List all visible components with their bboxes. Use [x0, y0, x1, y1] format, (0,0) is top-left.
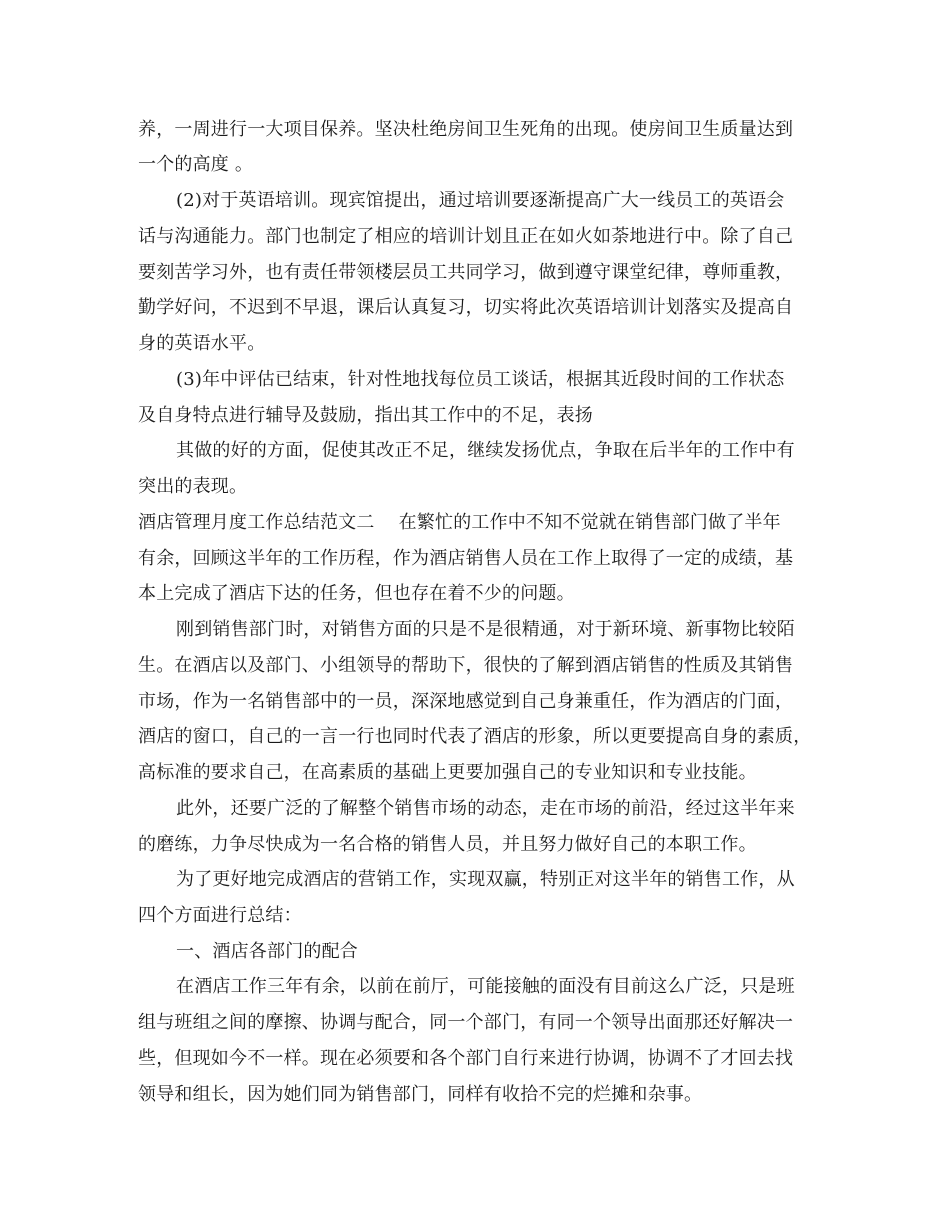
text-line: 养，一周进行一大项目保养。坚决杜绝房间卫生死角的出现。使房间卫生质量达到: [138, 119, 794, 140]
text-line: 酒店的窗口，自己的一言一行也同时代表了酒店的形象，所以更要提高自身的素质，: [138, 726, 812, 747]
section-title-line: [138, 511, 818, 535]
text-line: 要刻苦学习外，也有责任带领楼层员工共同学习，做到遵守课堂纪律，尊师重教，: [138, 262, 794, 283]
text-line: 四个方面进行总结：: [138, 905, 302, 926]
text-line: 有余，回顾这半年的工作历程，作为酒店销售人员在工作上取得了一定的成绩，基: [138, 548, 794, 569]
text-line: 其做的好的方面，促使其改正不足，继续发扬优点，争取在后半年的工作中有: [176, 440, 795, 461]
text-line: 突出的表现。: [138, 476, 248, 497]
text-line: 些，但现如今不一样。现在必须要和各个部门自行来进行协调，协调不了才回去找: [138, 1048, 794, 1069]
text-line: 市场，作为一名销售部中的一员，深深地感觉到自己身兼重任，作为酒店的门面，: [138, 691, 794, 712]
subheading: 一、酒店各部门的配合: [176, 941, 358, 962]
text-line: 高标准的要求自己，在高素质的基础上更要加强自己的专业知识和专业技能。: [138, 762, 757, 783]
text-line: 一个的高度 。: [138, 154, 254, 175]
text-line: 及自身特点进行辅导及鼓励，指出其工作中的不足，表扬: [138, 405, 593, 426]
text-line: 话与沟通能力。部门也制定了相应的培训计划且正在如火如荼地进行中。除了自己: [138, 226, 794, 247]
text-line: 勤学好问，不迟到不早退，课后认真复习，切实将此次英语培训计划落实及提高自: [138, 297, 794, 318]
text-line: 为了更好地完成酒店的营销工作，实现双赢，特别正对这半年的销售工作，从: [176, 869, 795, 890]
text-line: 刚到销售部门时，对销售方面的只是不是很精通，对于新环境、新事物比较陌: [176, 619, 795, 640]
text-line: 领导和组长，因为她们同为销售部门，同样有收拾不完的烂摊和杂事。: [138, 1084, 703, 1105]
text-line: (2)对于英语培训。现宾馆提出，通过培训要逐渐提高广大一线员工的英语会: [176, 190, 785, 211]
text-line: 的磨练，力争尽快成为一名合格的销售人员，并且努力做好自己的本职工作。: [138, 834, 757, 855]
text-line: 在繁忙的工作中不知不觉就在销售部门做了半年: [398, 512, 781, 533]
text-line: 身的英语水平。: [138, 333, 266, 354]
text-line: 组与班组之间的摩擦、协调与配合，同一个部门，有同一个领导出面那还好解决一: [138, 1012, 794, 1033]
text-line: (3)年中评估已结束，针对性地找每位员工谈话，根据其近段时间的工作状态: [176, 369, 785, 390]
text-line: 本上完成了酒店下达的任务，但也存在着不少的问题。: [138, 583, 575, 604]
text-line: 在酒店工作三年有余，以前在前厅，可能接触的面没有目前这么广泛，只是班: [176, 976, 795, 997]
text-line: 生。在酒店以及部门、小组领导的帮助下，很快的了解到酒店销售的性质及其销售: [138, 655, 794, 676]
section-title: 酒店管理月度工作总结范文二: [138, 512, 375, 533]
text-line: 此外，还要广泛的了解整个销售市场的动态，走在市场的前沿，经过这半年来: [176, 798, 795, 819]
